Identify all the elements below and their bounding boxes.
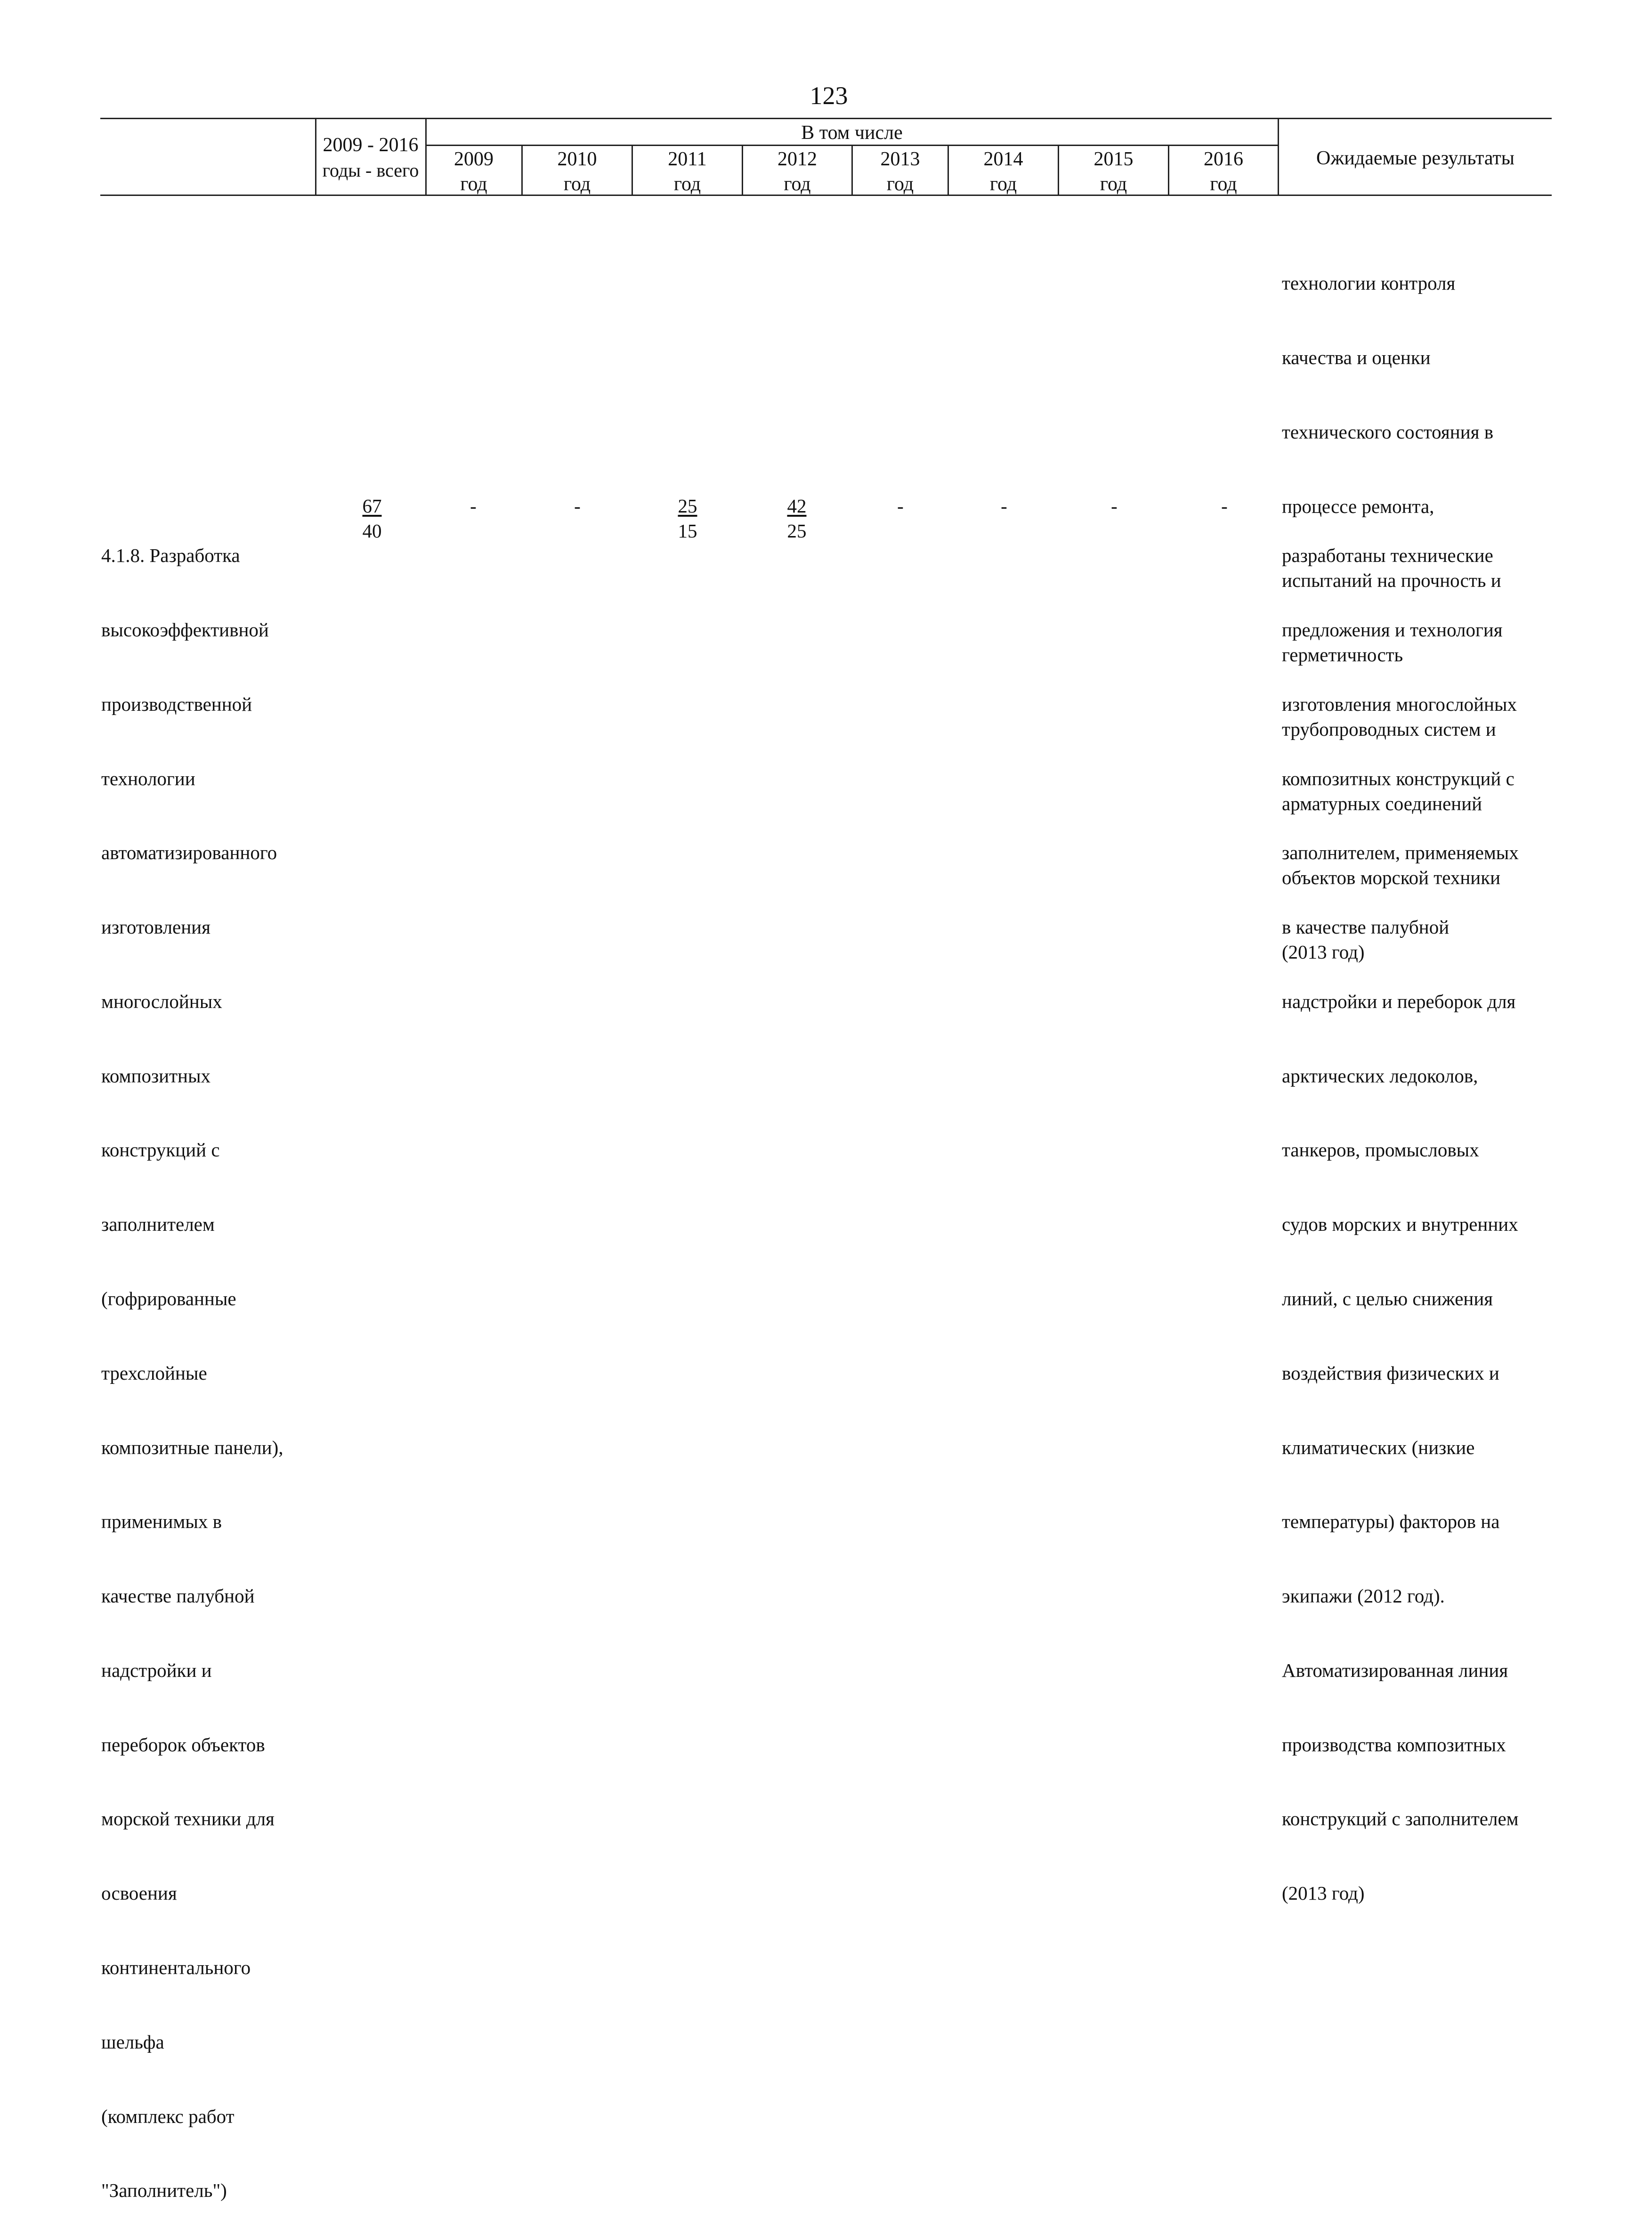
text-line: освоения: [101, 1882, 177, 1904]
text-line: технологии: [101, 767, 195, 789]
text-line: надстройки и переборок для: [1282, 990, 1516, 1012]
value-2015: -: [1111, 495, 1118, 517]
value-2011-top: 25: [678, 495, 697, 517]
header-year-2012: 2012: [777, 148, 817, 170]
text-line: переборок объектов: [101, 1733, 265, 1756]
header-year-2016: 2016: [1204, 148, 1243, 170]
header-unit-2014: год: [989, 173, 1017, 195]
text-line: заполнителем, применяемых: [1282, 842, 1519, 864]
text-line: (2013 год): [1282, 941, 1365, 963]
text-line: разработаны технические: [1282, 545, 1493, 567]
header-unit-2011: год: [673, 173, 701, 195]
text-line: климатических (низкие: [1282, 1436, 1475, 1458]
text-line: заполнителем: [101, 1213, 215, 1236]
text-line: применимых в: [101, 1511, 222, 1533]
text-line: Автоматизированная линия: [1282, 1659, 1508, 1681]
header-total-line2: годы - всего: [322, 160, 419, 181]
total-top-value: 67: [362, 495, 382, 517]
text-line: изготовления: [101, 916, 211, 938]
text-line: танкеров, промысловых: [1282, 1139, 1479, 1161]
text-line: процессе ремонта,: [1282, 495, 1434, 517]
text-line: трубопроводных систем и: [1282, 718, 1496, 740]
value-2013: -: [897, 495, 904, 517]
row-results: [1282, 494, 1519, 1930]
text-line: морской техники для: [101, 1808, 275, 1830]
text-line: предложения и технология: [1282, 618, 1503, 641]
text-line: температуры) факторов на: [1282, 1511, 1500, 1533]
header-unit-2010: год: [563, 173, 591, 195]
text-line: качестве палубной: [101, 1585, 255, 1607]
text-line: герметичность: [1282, 644, 1403, 666]
value-2016: -: [1221, 495, 1228, 517]
page-number: 123: [810, 81, 848, 110]
text-line: судов морских и внутренних: [1282, 1213, 1518, 1236]
text-line: многослойных: [101, 990, 222, 1012]
value-2012-top: 42: [787, 495, 807, 517]
text-line: трехслойные: [101, 1362, 207, 1384]
text-line: арматурных соединений: [1282, 792, 1482, 814]
value-2011-bottom: 15: [678, 520, 697, 542]
text-line: (гофрированные: [101, 1288, 236, 1309]
text-line: композитные панели),: [101, 1436, 283, 1458]
text-line: континентального: [101, 1957, 251, 1979]
header-total-line1: 2009 - 2016: [323, 134, 419, 156]
value-2014: -: [1001, 495, 1007, 517]
text-line: арктических ледоколов,: [1282, 1065, 1478, 1087]
header-results: Ожидаемые результаты: [1316, 147, 1514, 169]
text-line: производственной: [101, 693, 252, 715]
text-line: конструкций с: [101, 1139, 220, 1161]
header-unit-2016: год: [1210, 173, 1237, 195]
total-bottom-value: 40: [362, 520, 382, 542]
header-unit-2015: год: [1100, 173, 1127, 195]
value-2012-bottom: 25: [787, 520, 807, 542]
text-line: технологии контроля: [1282, 272, 1456, 294]
header-year-2010: 2010: [557, 148, 597, 170]
header-year-2011: 2011: [668, 148, 707, 170]
header-year-2014: 2014: [983, 148, 1023, 170]
text-line: надстройки и: [101, 1659, 212, 1681]
text-line: производства композитных: [1282, 1733, 1506, 1756]
text-line: линий, с целью снижения: [1282, 1288, 1493, 1309]
header-unit-2012: год: [784, 173, 811, 195]
text-line: (комплекс работ: [101, 2105, 235, 2127]
text-line: конструкций с заполнителем: [1282, 1808, 1519, 1830]
text-line: экипажи (2012 год).: [1282, 1585, 1445, 1607]
text-line: изготовления многослойных: [1282, 693, 1517, 715]
text-line: в качестве палубной: [1282, 916, 1450, 938]
text-line: "Заполнитель"): [101, 2179, 227, 2202]
text-line: автоматизированного: [101, 842, 277, 864]
text-line: композитных: [101, 1065, 211, 1087]
header-including: В том числе: [801, 122, 903, 144]
text-line: шельфа: [101, 2031, 164, 2053]
text-line: композитных конструкций с: [1282, 767, 1514, 789]
header-year-2015: 2015: [1093, 148, 1134, 170]
header-top-rule: [100, 118, 1552, 119]
text-line: объектов морской техники: [1282, 867, 1501, 889]
value-2009: -: [470, 495, 477, 517]
text-line: высокоэффективной: [101, 618, 269, 641]
text-line: 4.1.8. Разработка: [101, 545, 240, 567]
text-line: (2013 год): [1282, 1882, 1365, 1904]
text-line: качества и оценки: [1282, 346, 1431, 368]
value-2010: -: [574, 495, 581, 517]
text-line: испытаний на прочность и: [1282, 569, 1501, 592]
text-line: технического состояния в: [1282, 421, 1494, 443]
header-year-2009: 2009: [454, 148, 494, 170]
row-title: [101, 494, 283, 2228]
text-line: воздействия физических и: [1282, 1362, 1499, 1384]
header-year-2013: 2013: [880, 148, 920, 170]
header-unit-2013: год: [886, 173, 914, 195]
header-unit-2009: год: [460, 173, 487, 195]
